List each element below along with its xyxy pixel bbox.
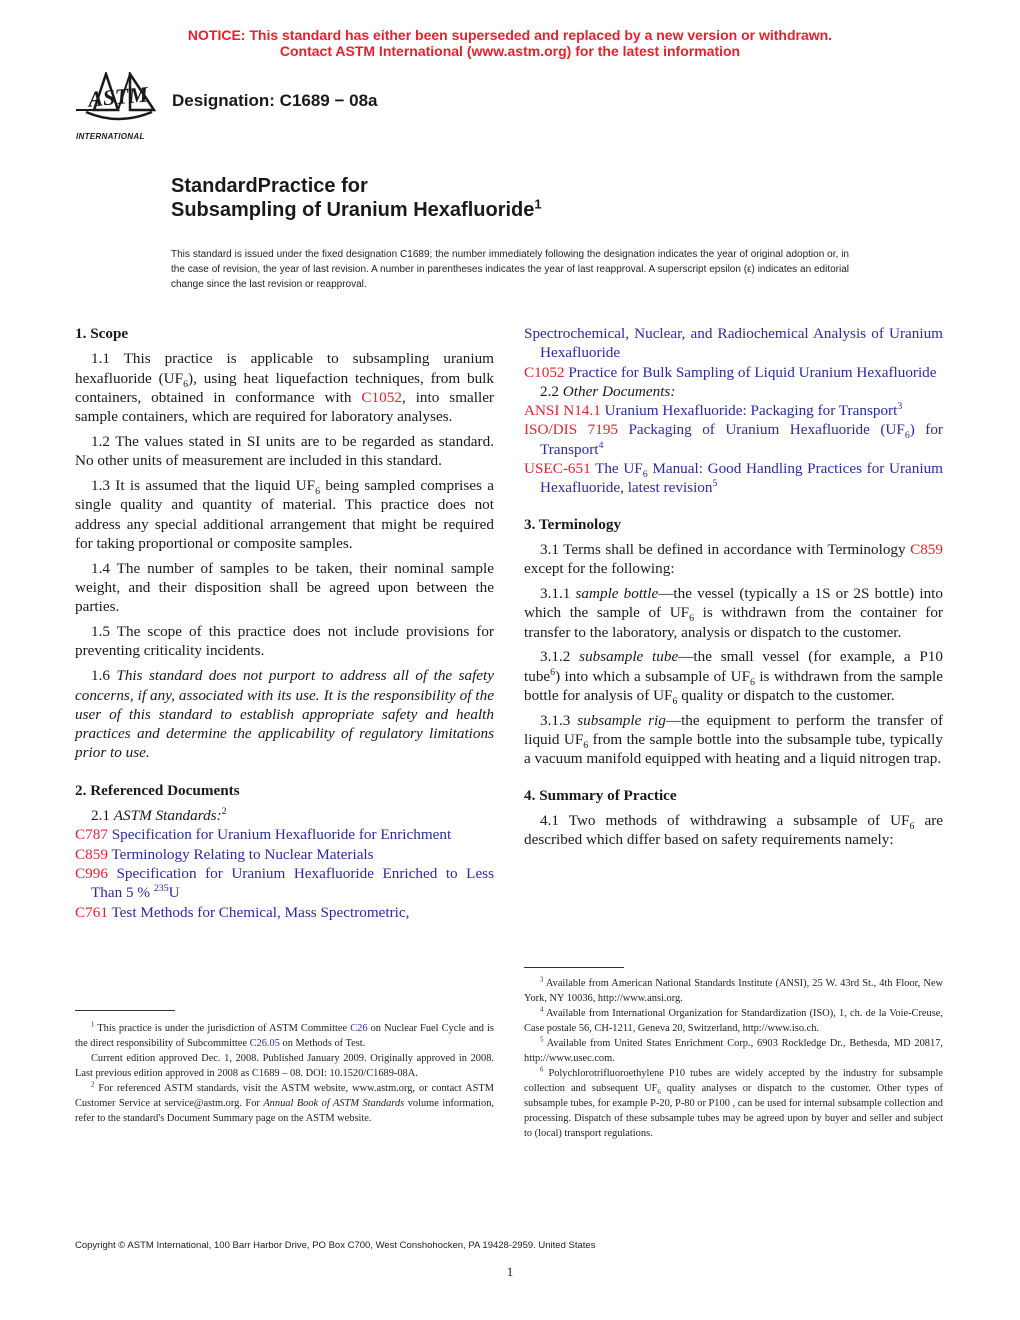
- para-1-4: 1.4 The number of samples to be taken, their nominal sample weight, and their disposition shall be agreed upon between the parties.: [75, 559, 494, 616]
- para-1-2: 1.2 The values stated in SI units are to be regarded as standard. No other units of measurement are included in this standard.: [75, 432, 494, 470]
- footnote-4: $^4$ Available from International Organization for Standardization (ISO), 1, ch. de la Voie-Creuse, Case postale 56, CH-1211, Geneva 20, Switzerland, http://www.iso.ch.: [524, 1006, 943, 1034]
- left-column: [75, 324, 494, 922]
- para-3-1-1: 3.1.1 sample bottle—the vessel (typically a 1S or 2S bottle) into which the sample of $UF_6$ is withdrawn from the container for transfer to the laboratory, analysis or dispatch to the customer.: [524, 585, 943, 641]
- footnote-6: $^6$ Polychlorotrifluoroethylene P10 tubes are widely accepted by the industry for subsample collection and subsequent $UF_6$ quality analyses or dispatch to the customer. Other types of subsample tubes, for example P-20, P-80 or P100 , can be used for internal subsample collection and processing. Dispatch of these subsample tubes may be agreed upon by buyer and seller and subject to (local) transport regulations.: [524, 1066, 943, 1139]
- ref-c761-continued[interactable]: Spectrochemical, Nuclear, and Radiochemical Analysis of Uranium Hexafluoride: [524, 325, 943, 362]
- scope-heading: 1. Scope: [75, 325, 129, 342]
- ref-c1052[interactable]: C1052 Practice for Bulk Sampling of Liquid Uranium Hexafluoride: [524, 363, 937, 381]
- footnote-5: $^5$ Available from United States Enrichment Corp., 6903 Rockledge Dr., Bethesda, MD 20817, http://www.usec.com.: [524, 1036, 943, 1064]
- ref-ansi-n14-1[interactable]: ANSI N14.1 Uranium Hexafluoride: Packaging for Transport$^3$: [524, 401, 903, 420]
- ref-c761[interactable]: C761 Test Methods for Chemical, Mass Spectrometric,: [75, 903, 410, 921]
- footnote-rule-right: [524, 967, 624, 968]
- para-1-1: 1.1 This practice is applicable to subsampling uranium hexafluoride $(UF_6)$, using heat liquefaction techniques, from bulk containers, obtained in conformance with C1052, into smaller sample containers, which are required for laboratory analyses.: [75, 350, 494, 426]
- right-column: [524, 324, 943, 855]
- para-2-1: 2.1 ASTM Standards:$^2$: [91, 805, 227, 825]
- terminology-heading: 3. Terminology: [524, 515, 622, 533]
- notice-line-1: NOTICE: This standard has either been superseded and replaced by a new version or withdrawn.: [187, 27, 833, 43]
- page-number: 1: [506, 1264, 514, 1279]
- logo-letters: ASTM: [87, 81, 149, 112]
- ref-c787[interactable]: C787 Specification for Uranium Hexafluoride for Enrichment: [75, 826, 452, 844]
- logo-wordmark: INTERNATIONAL: [76, 132, 145, 141]
- title-line-2: Subsampling of Uranium Hexafluoride$^1$: [171, 196, 542, 221]
- footnotes-right: [524, 976, 943, 1141]
- footnote-rule-left: [75, 1010, 175, 1011]
- link-c26[interactable]: C26: [350, 1023, 368, 1034]
- para-4-1: 4.1 Two methods of withdrawing a subsample of $UF_6$ are described which differ based on safety requirements namely:: [524, 812, 944, 849]
- refdocs-heading: 2. Referenced Documents: [75, 781, 240, 799]
- footnote-2: $^2$ For referenced ASTM standards, visit the ASTM website, www.astm.org, or contact ASTM Customer Service at service@astm.org. For Annual Book of ASTM Standards volume information, refer to the standard's Document Summary page on the ASTM website.: [75, 1081, 494, 1124]
- title-line-1: StandardPractice for: [171, 175, 368, 197]
- ref-usec-651[interactable]: USEC-651 The $UF_6$ Manual: Good Handling Practices for Uranium Hexafluoride, latest revision$^5$: [524, 460, 943, 497]
- notice-line-2: Contact ASTM International (www.astm.org) for the latest information: [279, 43, 741, 59]
- para-3-1: 3.1 Terms shall be defined in accordance with Terminology C859 except for the following:: [524, 540, 943, 578]
- footnote-1: $^1$ This practice is under the jurisdiction of ASTM Committee C26 on Nuclear Fuel Cycle and is the direct responsibility of Subcommittee C26.05 on Methods of Test.: [75, 1021, 494, 1049]
- para-2-2: 2.2 Other Documents:: [540, 382, 676, 400]
- issue-note: This standard is issued under the fixed designation C1689; the number immediately following the designation indicates the year of original adoption or, in the case of revision, the year of last revision. A number in parentheses indicates the year of last reapproval. A superscript epsilon (ε) indicates an editorial change since the last revision or reapproval.: [171, 249, 849, 290]
- summary-heading: 4. Summary of Practice: [524, 786, 677, 804]
- footnote-1-edition: Current edition approved Dec. 1, 2008. Published January 2009. Originally approved in 2008. Last previous edition approved in 2008 as C1689 – 08. DOI: 10.1520/C1689-08A.: [75, 1053, 494, 1079]
- ref-c859[interactable]: C859 Terminology Relating to Nuclear Materials: [75, 845, 374, 863]
- link-c26-05[interactable]: C26.05: [249, 1038, 280, 1049]
- ref-iso-dis-7195[interactable]: ISO/DIS 7195 Packaging of Uranium Hexafluoride $(UF_6)$ for Transport$^4$: [524, 421, 943, 458]
- para-1-3: 1.3 It is assumed that the liquid $UF_6$ being sampled comprises a single quality and quantity of material. This practice does not address any special additional arrangement that might be required for taking proportional or composite samples.: [75, 477, 494, 552]
- footnote-3: $^3$ Available from American National Standards Institute (ANSI), 25 W. 43rd St., 4th Floor, New York, NY 10036, http://www.ansi.org.: [524, 976, 943, 1004]
- footnotes-left: [75, 1021, 494, 1126]
- link-c859[interactable]: C859: [910, 540, 943, 558]
- ref-c996[interactable]: C996 Specification for Uranium Hexafluoride Enriched to Less Than 5 % $^{235}$U: [75, 864, 494, 902]
- para-1-5: 1.5 The scope of this practice does not include provisions for preventing criticality incidents.: [75, 623, 494, 660]
- link-c1052[interactable]: C1052: [361, 388, 402, 406]
- para-3-1-2: 3.1.2 subsample tube—the small vessel (for example, a P10 tube$^6$) into which a subsample of $UF_6$ is withdrawn from the sample bottle for analysis of $UF_6$ quality or dispatch to the customer.: [524, 648, 943, 708]
- designation: Designation: C1689 − 08a: [172, 91, 378, 110]
- copyright: Copyright © ASTM International, 100 Barr Harbor Drive, PO Box C700, West Conshohocken, PA 19428-2959. United States: [75, 1240, 596, 1251]
- para-3-1-3: 3.1.3 subsample rig—the equipment to perform the transfer of liquid $UF_6$ from the sample bottle into the subsample tube, typically a vacuum manifold equipped with heating and a liquid nitrogen trap.: [524, 711, 943, 768]
- para-1-6: 1.6 This standard does not purport to address all of the safety concerns, if any, associated with its use. It is the responsibility of the user of this standard to establish appropriate safety and health practices and determine the applicability of regulatory limitations prior to use.: [75, 667, 495, 762]
